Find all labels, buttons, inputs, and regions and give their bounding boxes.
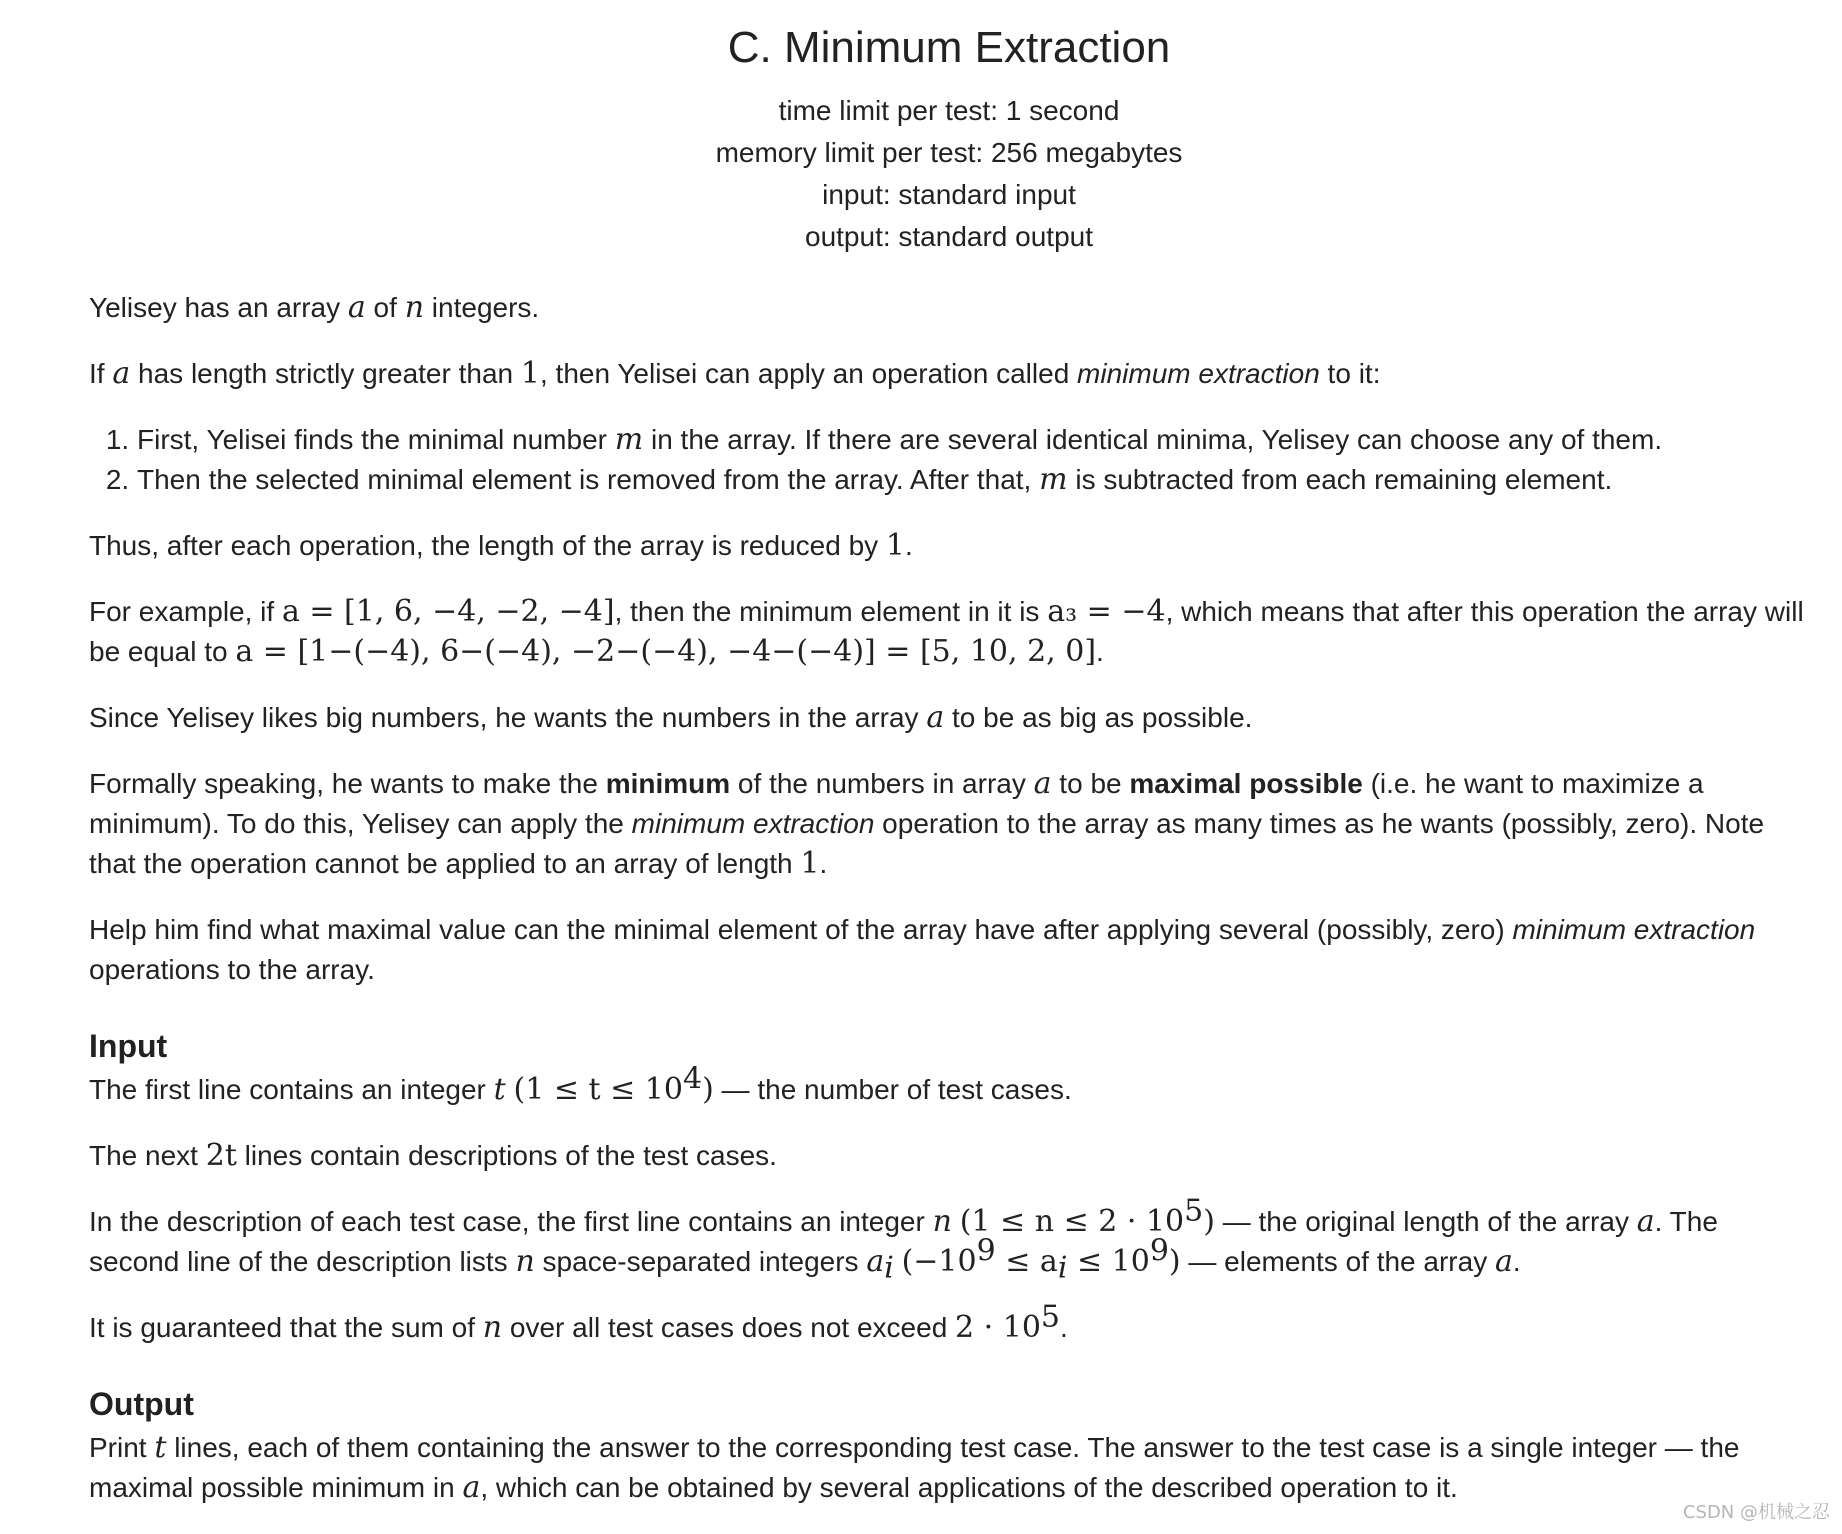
paragraph-input-lines: The next 2t lines contain descriptions of the test cases. bbox=[89, 1138, 777, 1173]
output-spec: output: standard output bbox=[805, 221, 1093, 252]
paragraph-output: Print t lines, each of them containing the answer to the corresponding test case. The answer to the test case is a single integer — the maximal possible minimum in a, which can be obtained by several applications of the described operation to it. bbox=[89, 1430, 1740, 1505]
math-example-array: a = [1, 6, −4, −2, −4] bbox=[281, 594, 615, 629]
paragraph-input-t: The first line contains an integer t $(1 \le t \le 10^4)$ — the number of test cases. bbox=[89, 1061, 1072, 1107]
input-section bbox=[89, 1026, 1809, 1348]
output-section-title: Output bbox=[89, 1386, 194, 1422]
memory-limit: memory limit per test: 256 megabytes bbox=[715, 137, 1183, 168]
paragraph-input-guarantee: It is guaranteed that the sum of n over all test cases does not exceed $2 \cdot 10^5$. bbox=[89, 1299, 1068, 1345]
paragraph-length-reduced: Thus, after each operation, the length of the array is reduced by 1. bbox=[89, 528, 913, 563]
problem-title: C. Minimum Extraction bbox=[727, 23, 1171, 72]
operation-steps bbox=[89, 420, 1809, 500]
paragraph-operation-intro: If a has length strictly greater than 1, then Yelisei can apply an operation called minimum extraction to it: bbox=[89, 356, 1381, 391]
input-section-title: Input bbox=[89, 1028, 168, 1064]
problem-header bbox=[89, 14, 1809, 258]
paragraph-task: Help him find what maximal value can the minimal element of the array have after applying several (possibly, zero) minimum extraction operations to the array. bbox=[89, 914, 1756, 985]
paragraph-big-numbers: Since Yelisey likes big numbers, he wants the numbers in the array a to be as big as possible. bbox=[89, 700, 1253, 735]
paragraph-input-test-case: In the description of each test case, the first line contains an integer n $(1 \le n \le 2 \cdot 10^5)$ — the original length of the array a. The second line of the description lists n space-separated integers $a_i$ $(-10^9 \le a_i \le 10^9)$ — elements of the array a. bbox=[89, 1193, 1718, 1286]
problem-statement bbox=[89, 14, 1809, 1534]
list-item: 1. First, Yelisei finds the minimal number m in the array. If there are several identical minima, Yelisey can choose any of them. bbox=[137, 420, 1809, 460]
paragraph-array-intro: Yelisey has an array a of n integers. bbox=[89, 290, 540, 325]
time-limit: time limit per test: 1 second bbox=[778, 95, 1120, 126]
legend-section bbox=[89, 288, 1809, 990]
paragraph-formal: Formally speaking, he wants to make the minimum of the numbers in array a to be maximal possible (i.e. he want to maximize a minimum). To do this, Yelisey can apply the minimum extraction operation to the array as many times as he wants (possibly, zero). Note that the operation cannot be applied to an array of length 1. bbox=[89, 766, 1765, 881]
output-section bbox=[89, 1384, 1809, 1508]
input-spec: input: standard input bbox=[822, 179, 1076, 210]
math-example-result: a = [1−(−4), 6−(−4), −2−(−4), −4−(−4)] = [5, 10, 2, 0] bbox=[235, 634, 1097, 669]
math-example-min: a₃ = −4 bbox=[1047, 594, 1166, 629]
list-item: 2. Then the selected minimal element is removed from the array. After that, m is subtracted from each remaining element. bbox=[137, 460, 1809, 500]
paragraph-example: For example, if a = [1, 6, −4, −2, −4], then the minimum element in it is a₃ = −4, which means that after this operation the array will be equal to a = [1−(−4), 6−(−4), −2−(−4), −4−(−4)] = [5, 10, 2, 0]. bbox=[89, 594, 1804, 669]
watermark: CSDN @机械之忍 bbox=[1682, 1502, 1830, 1523]
